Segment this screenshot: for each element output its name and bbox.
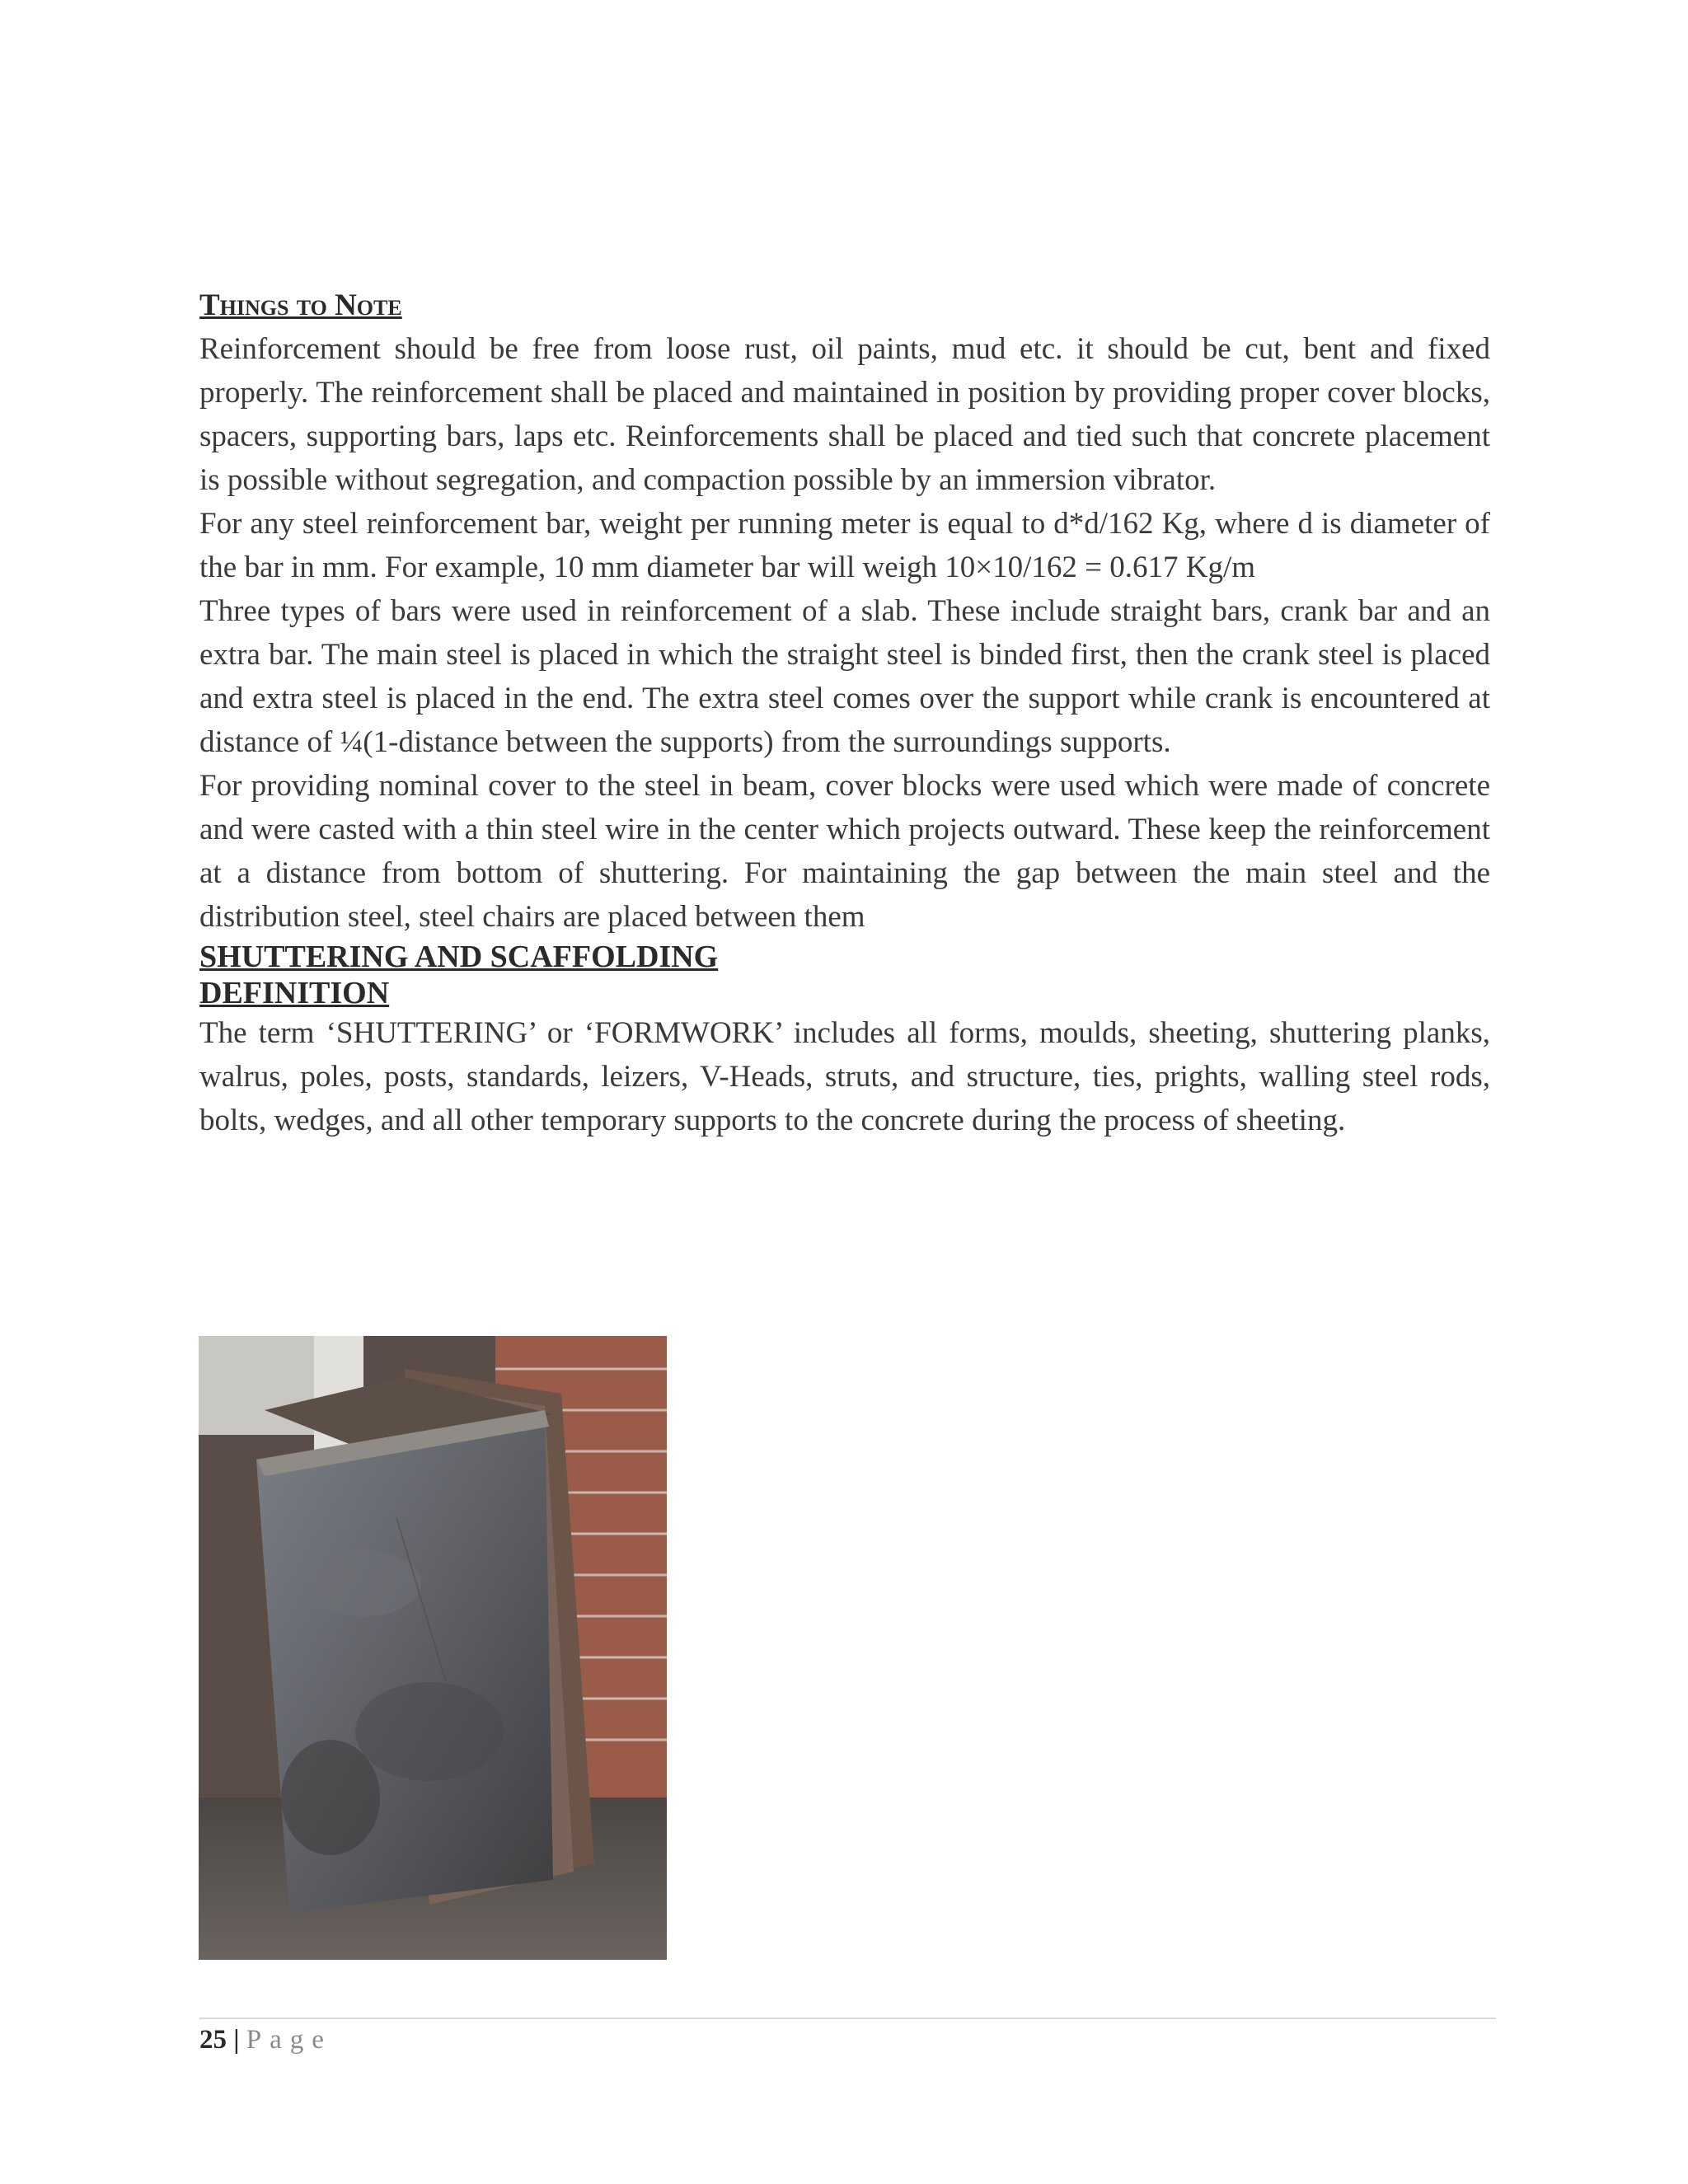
page-label: Page <box>246 2025 332 2055</box>
paragraph: Three types of bars were used in reinforcement of a slab. These include straight bars, crank bar and an extra bar. The main steel is placed in which the straight steel is binded first, then the crank steel is placed and extra steel is placed in the end. The extra steel comes over the support while crank is encountered at distance of ¼(1-distance between the supports) from the surroundings supports. <box>199 594 1490 759</box>
page-number: 25 <box>199 2025 227 2055</box>
page-content <box>199 284 1490 1142</box>
paragraph: For providing nominal cover to the steel in beam, cover blocks were used which were made of concrete and were casted with a thin steel wire in the center which projects outward. These keep the reinforcement at a distance from bottom of shuttering. For maintaining the gap between the main steel and the distribution steel, steel chairs are placed between them <box>199 769 1490 934</box>
section-heading: Things to Note <box>199 288 402 322</box>
definition-paragraph: The term ‘SHUTTERING’ or ‘FORMWORK’ includes all forms, moulds, sheeting, shuttering planks, walrus, poles, posts, standards, leizers, V-Heads, struts, and structure, ties, prights, walling steel rods, bolts, wedges, and all other temporary supports to the concrete during the process of sheeting. <box>199 1016 1490 1137</box>
shuttering-plate-photo <box>199 1336 667 1960</box>
footer-separator: | <box>233 2025 240 2055</box>
paragraph: For any steel reinforcement bar, weight per running meter is equal to d*d/162 Kg, where d is diameter of the bar in mm. For example, 10 mm diameter bar will weigh 10×10/162 = 0.617 Kg/m <box>199 507 1490 584</box>
shuttering-heading: SHUTTERING AND SCAFFOLDING <box>199 940 719 974</box>
definition-heading: DEFINITION <box>199 976 390 1010</box>
footer-divider <box>199 2018 1496 2019</box>
paragraph: Reinforcement should be free from loose rust, oil paints, mud etc. it should be cut, bent and fixed properly. The reinforcement shall be placed and maintained in position by providing proper cover blocks, spacers, supporting bars, laps etc. Reinforcements shall be placed and tied such that concrete placement is possible without segregation, and compaction possible by an immersion vibrator. <box>199 332 1490 497</box>
page-footer <box>199 2023 332 2056</box>
